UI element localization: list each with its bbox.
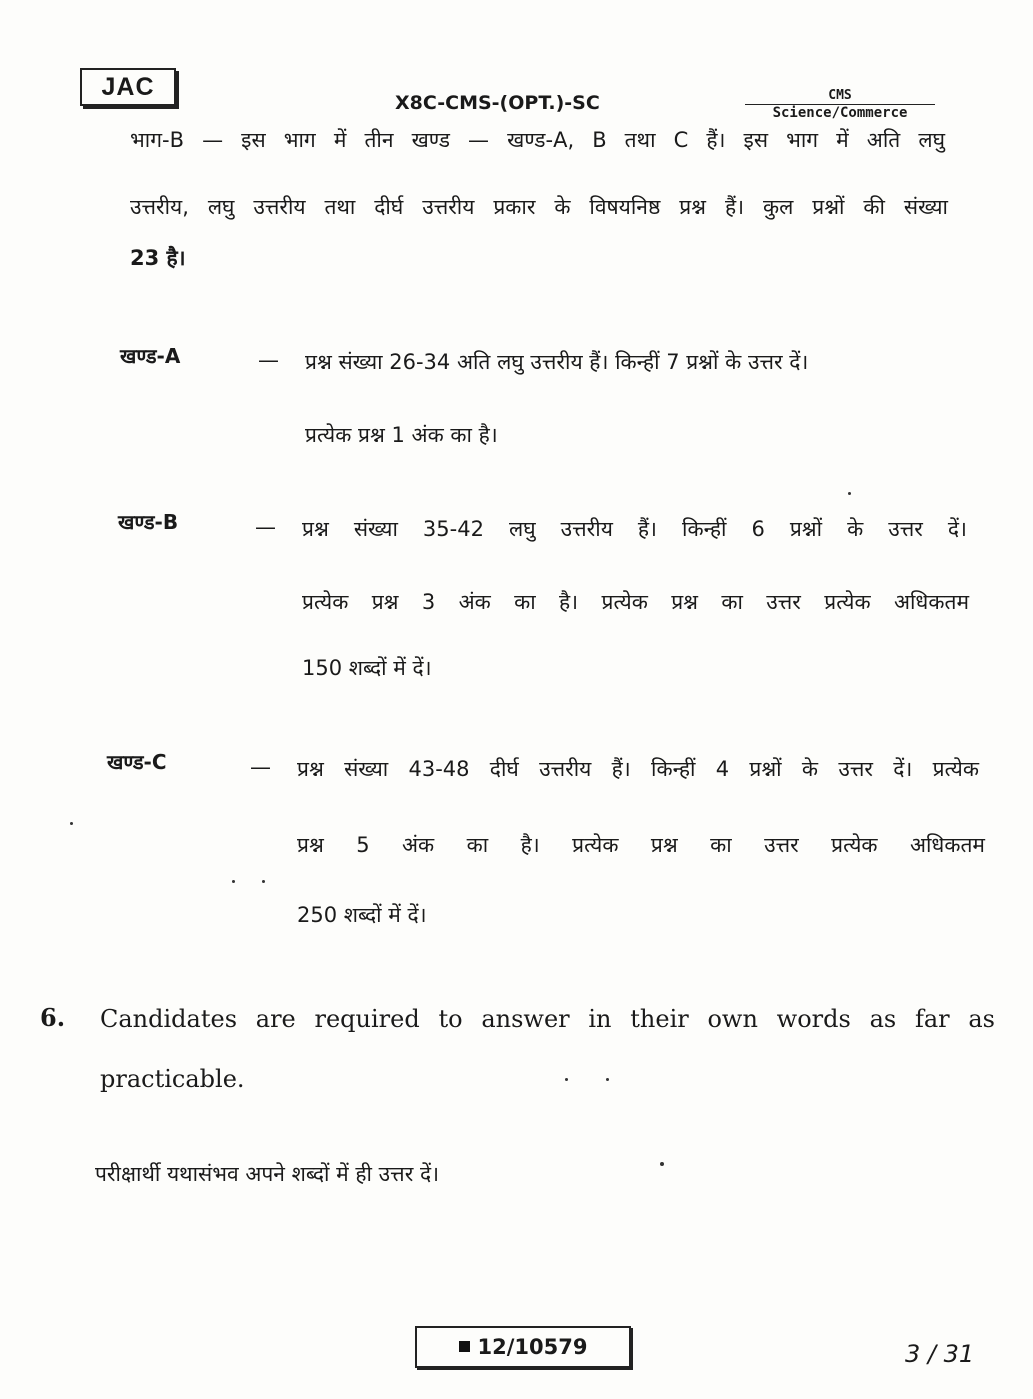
section-a-label: खण्ड-A — [120, 344, 181, 368]
section-b-label: खण्ड-B — [118, 510, 179, 534]
section-b-line-1: प्रश्न संख्या 35-42 लघु उत्तरीय हैं। किन्हीं 6 प्रश्नों के उत्तर दें। — [302, 517, 967, 541]
instruction-6-line-2: practicable. — [100, 1065, 245, 1093]
instruction-6-hindi: परीक्षार्थी यथासंभव अपने शब्दों में ही उत्तर दें। — [95, 1162, 440, 1186]
square-icon — [459, 1341, 470, 1352]
paper-code: X8C-CMS-(OPT.)-SC — [395, 92, 600, 114]
scan-speck — [70, 822, 73, 825]
subject-code: CMS — [745, 88, 935, 105]
section-c-line-2: प्रश्न 5 अंक का है। प्रत्येक प्रश्न का उत्तर प्रत्येक अधिकतम — [297, 833, 985, 857]
jac-logo: JAC — [80, 68, 176, 106]
scan-speck — [262, 880, 265, 883]
subject-box — [745, 88, 935, 121]
section-a-line-1: प्रश्न संख्या 26-34 अति लघु उत्तरीय हैं। किन्हीं 7 प्रश्नों के उत्तर दें। — [305, 350, 809, 374]
stream-label: Science/Commerce — [772, 105, 908, 121]
part-b-line-2: उत्तरीय, लघु उत्तरीय तथा दीर्घ उत्तरीय प्रकार के विषयनिष्ठ प्रश्न हैं। कुल प्रश्नों की संख्या — [130, 195, 948, 219]
instruction-number: 6. — [40, 1003, 66, 1032]
part-b-line-3: 23 है। — [130, 246, 186, 270]
section-c-dash: — — [250, 755, 271, 779]
page-number: 3 / 31 — [905, 1340, 975, 1368]
section-b-line-3: 150 शब्दों में दें। — [302, 656, 432, 680]
part-b-line-1: भाग-B — इस भाग में तीन खण्ड — खण्ड-A, B तथा C हैं। इस भाग में अति लघु — [130, 128, 945, 152]
section-c-line-3: 250 शब्दों में दें। — [297, 903, 427, 927]
paper-id: 12/10579 — [477, 1335, 588, 1359]
section-b-line-2: प्रत्येक प्रश्न 3 अंक का है। प्रत्येक प्रश्न का उत्तर प्रत्येक अधिकतम — [302, 590, 969, 614]
section-b-dash: — — [255, 515, 276, 539]
paper-id-box — [415, 1326, 631, 1368]
scan-speck — [848, 492, 851, 495]
instruction-6-line-1: Candidates are required to answer in their own words as far as — [100, 1005, 995, 1033]
scan-speck — [232, 880, 235, 883]
section-c-label: खण्ड-C — [107, 750, 167, 774]
scan-speck — [565, 1078, 568, 1081]
section-a-line-2: प्रत्येक प्रश्न 1 अंक का है। — [305, 423, 498, 447]
section-a-dash: — — [258, 348, 279, 372]
scan-speck — [606, 1078, 609, 1081]
scan-speck — [660, 1162, 664, 1166]
section-c-line-1: प्रश्न संख्या 43-48 दीर्घ उत्तरीय हैं। किन्हीं 4 प्रश्नों के उत्तर दें। प्रत्येक — [297, 757, 979, 781]
